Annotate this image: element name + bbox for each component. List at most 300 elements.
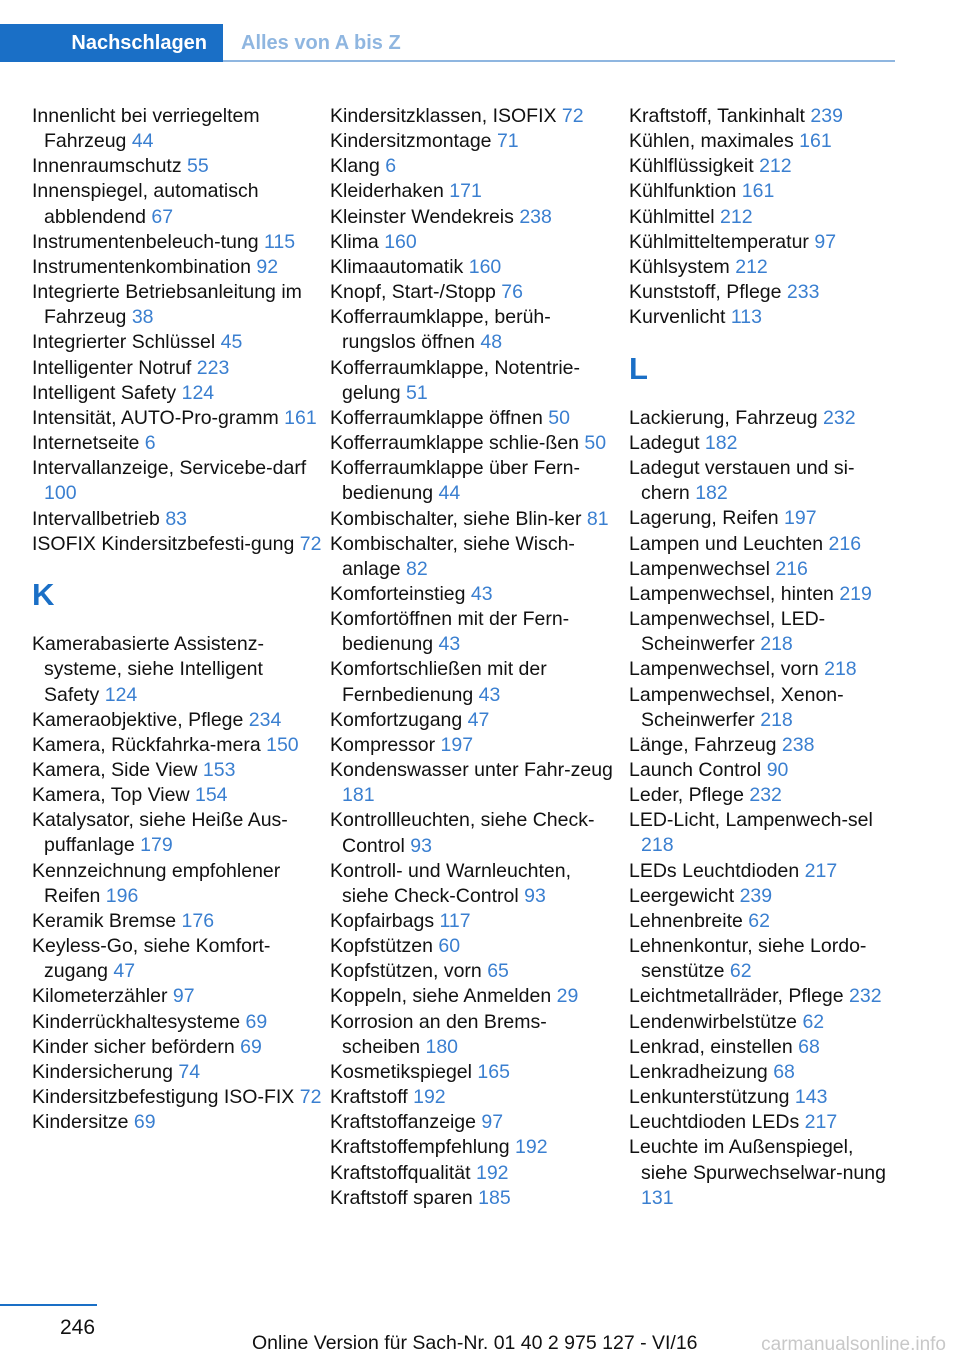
entry-term: Lampenwechsel (629, 557, 770, 580)
page-link[interactable]: 212 (735, 255, 768, 278)
page-link[interactable]: 69 (245, 1010, 268, 1033)
section-letter: K (32, 576, 55, 612)
entry-term: Keramik Bremse (32, 909, 177, 932)
index-entry (330, 532, 620, 582)
entry-term: Launch Control (629, 759, 762, 782)
page-link[interactable]: 154 (194, 784, 228, 807)
entry-term: Lehnenkontur, siehe Lordo-senstütze (629, 935, 867, 983)
page-link[interactable]: 50 (584, 432, 607, 455)
index-entry (330, 1161, 620, 1186)
page-link[interactable]: 218 (760, 708, 793, 731)
page-link[interactable]: 182 (695, 482, 728, 505)
entry-term: Kindersitzmontage (330, 130, 492, 153)
entry-term: Kühlen, maximales (629, 130, 794, 153)
index-entry (32, 431, 322, 456)
index-entry (330, 808, 620, 858)
index-entry (330, 406, 620, 431)
entry-term: Kamera, Side View (32, 759, 198, 782)
index-entry (32, 632, 322, 707)
page-link[interactable]: 115 (264, 230, 296, 253)
index-entry (629, 884, 891, 909)
page-number: 246 (60, 1316, 96, 1339)
index-entry (629, 280, 891, 305)
index-entry (32, 984, 322, 1009)
page-link[interactable]: 93 (410, 834, 432, 857)
page-link[interactable]: 60 (438, 935, 461, 958)
index-entry (629, 582, 891, 607)
index-entry (330, 507, 620, 532)
entry-term: Kleinster Wendekreis (330, 205, 514, 228)
page-link[interactable]: 124 (181, 381, 215, 404)
index-entry (629, 230, 891, 255)
entry-term: Intervallanzeige, Servicebe-darf (32, 457, 307, 480)
entry-term: Lenkunterstützung (629, 1086, 790, 1109)
index-entry (32, 280, 322, 330)
entry-term: Instrumentenbeleuch-tung (32, 230, 259, 253)
index-entry (629, 532, 891, 557)
index-entry (629, 783, 891, 808)
index-entry (629, 1035, 891, 1060)
entry-term: Ladegut (629, 431, 700, 454)
page-link[interactable]: 81 (586, 507, 609, 530)
index-entry (32, 758, 322, 783)
index-entry (629, 255, 891, 280)
entry-term: Kraftstoffanzeige (330, 1111, 476, 1134)
page-link[interactable]: 62 (748, 909, 770, 932)
entry-term: Kombischalter, siehe Wisch-anlage (330, 532, 575, 580)
page-link[interactable]: 192 (515, 1136, 548, 1159)
index-entry (629, 1085, 891, 1110)
index-column-2 (330, 104, 620, 1211)
entry-term: Kühlmittel (629, 205, 715, 228)
page-link[interactable]: 233 (786, 281, 820, 304)
index-column-1 (32, 104, 322, 1135)
page-link[interactable]: 67 (151, 205, 174, 228)
index-entry (330, 859, 620, 909)
page-link[interactable]: 216 (828, 532, 862, 555)
index-entry (330, 984, 620, 1009)
entry-term: Komfortzugang (330, 708, 463, 731)
entry-term: Kofferraumklappe, Notentrie-gelung (330, 356, 581, 404)
index-entry (629, 305, 891, 330)
index-entry (629, 205, 891, 230)
page-link[interactable]: 51 (405, 381, 428, 404)
entry-term: Kontroll- und Warnleuchten, siehe Check-Control (330, 859, 571, 907)
index-entry (629, 406, 891, 431)
page-link[interactable]: 219 (839, 582, 872, 605)
page-link[interactable]: 92 (256, 255, 279, 278)
index-entry (629, 1010, 891, 1035)
index-entry (330, 205, 620, 230)
entry-term: Lampenwechsel, LED-Scheinwerfer (629, 608, 826, 656)
page-link[interactable]: 232 (823, 406, 856, 429)
entry-term: Intensität, AUTO-Pro-gramm (32, 406, 279, 429)
entry-term: Korrosion an den Brems-scheiben (330, 1010, 547, 1058)
page-link[interactable]: 218 (824, 658, 857, 681)
entry-term: ISOFIX Kindersitzbefesti-gung (32, 532, 295, 555)
entry-term: Kompressor (330, 733, 436, 756)
entry-term: Komforteinstieg (330, 582, 466, 605)
index-entry (32, 1035, 322, 1060)
index-entry (330, 657, 620, 707)
page-link[interactable]: 62 (802, 1010, 825, 1033)
entry-term: Leichtmetallräder, Pflege (629, 985, 844, 1008)
page-link[interactable]: 38 (131, 306, 154, 329)
page-link[interactable]: 153 (202, 759, 236, 782)
page-link[interactable]: 97 (172, 985, 195, 1008)
index-entry (330, 1060, 620, 1085)
page-link[interactable]: 143 (794, 1086, 828, 1109)
page-link[interactable]: 197 (440, 733, 474, 756)
page-link[interactable]: 93 (524, 884, 546, 907)
entry-term: Innenspiegel, automatisch abblendend (32, 180, 259, 228)
index-entry (330, 1010, 620, 1060)
index-entry (330, 1085, 620, 1110)
page-link[interactable]: 72 (299, 532, 322, 555)
index-entry (629, 506, 891, 531)
index-entry (629, 456, 891, 506)
index-entry (629, 808, 891, 858)
page-link[interactable]: 239 (739, 884, 773, 907)
page-link[interactable]: 48 (480, 331, 503, 354)
index-entry (629, 657, 891, 682)
page-link[interactable]: 97 (814, 230, 837, 253)
entry-term: Kinderrückhaltesysteme (32, 1010, 241, 1033)
index-entry (330, 230, 620, 255)
entry-term: Kleiderhaken (330, 180, 444, 203)
page-link[interactable]: 232 (749, 784, 782, 807)
entry-term: Kilometerzähler (32, 985, 168, 1008)
page-link[interactable]: 197 (784, 507, 817, 530)
page-link[interactable]: 161 (284, 406, 317, 429)
entry-term: Länge, Fahrzeug (629, 733, 777, 756)
index-entry (629, 758, 891, 783)
page-link[interactable]: 44 (438, 482, 461, 505)
entry-term: Koppeln, siehe Anmelden (330, 985, 552, 1008)
entry-term: Kopfstützen, vorn (330, 960, 482, 983)
entry-term: Leder, Pflege (629, 784, 744, 807)
page-link[interactable]: 117 (439, 910, 471, 932)
index-entry (330, 1110, 620, 1135)
page-link[interactable]: 43 (470, 582, 493, 605)
index-entry (330, 179, 620, 204)
entry-term: Lampenwechsel, Xenon-Scheinwerfer (629, 683, 844, 731)
entry-term: Lenkrad, einstellen (629, 1035, 793, 1058)
entry-term: Knopf, Start-/Stopp (330, 281, 496, 304)
index-entry (330, 1186, 620, 1211)
entry-term: Lampen und Leuchten (629, 532, 824, 555)
page-link[interactable]: 217 (804, 859, 838, 882)
index-entry (330, 255, 620, 280)
page-link[interactable]: 218 (760, 633, 793, 656)
watermark: carmanualsonline.info (761, 1334, 946, 1355)
index-entry (629, 431, 891, 456)
page-link[interactable]: 238 (519, 205, 552, 228)
page-link[interactable]: 181 (342, 784, 375, 807)
index-entry (32, 783, 322, 808)
tab-nachschlagen[interactable]: Nachschlagen (0, 24, 223, 62)
page-link[interactable]: 212 (720, 205, 753, 228)
page-link[interactable]: 43 (478, 683, 501, 706)
index-entry (629, 607, 891, 657)
index-entry (330, 431, 620, 456)
page-link[interactable]: 176 (181, 909, 215, 932)
index-entry (32, 456, 322, 506)
entry-term: Kindersitze (32, 1111, 129, 1134)
entry-term: Komfortöffnen mit der Fern-bedienung (330, 608, 570, 656)
entry-term: Kühlflüssigkeit (629, 155, 754, 178)
index-entry (330, 959, 620, 984)
entry-term: Klimaautomatik (330, 255, 464, 278)
entry-term: Komfortschließen mit der Fernbedienung (330, 658, 547, 706)
page-link[interactable]: 83 (165, 507, 188, 530)
page-link[interactable]: 179 (140, 834, 173, 857)
page-link[interactable]: 65 (487, 960, 509, 983)
page-link[interactable]: 150 (266, 733, 299, 756)
page-link[interactable]: 76 (501, 281, 523, 304)
page-link[interactable]: 90 (766, 759, 789, 782)
page-link[interactable]: 97 (481, 1111, 504, 1134)
index-entry (629, 1060, 891, 1085)
entry-term: Lagerung, Reifen (629, 507, 779, 530)
page-link[interactable]: 47 (113, 960, 136, 983)
page-link[interactable]: 82 (405, 557, 428, 580)
index-entry (629, 934, 891, 984)
index-entry (32, 1060, 322, 1085)
index-column-3 (629, 104, 891, 1211)
index-entry (629, 154, 891, 179)
entry-term: Kraftstoffempfehlung (330, 1136, 510, 1159)
entry-term: Integrierter Schlüssel (32, 331, 216, 354)
page-link[interactable]: 50 (548, 406, 570, 429)
entry-term: Lampenwechsel, vorn (629, 658, 819, 681)
index-entry (32, 507, 322, 532)
page-link[interactable]: 232 (849, 985, 882, 1008)
index-entry (330, 1135, 620, 1160)
entry-term: Integrierte Betriebsanleitung im Fahrzeug (32, 281, 302, 329)
page-link[interactable]: 160 (384, 230, 417, 253)
page-link[interactable]: 6 (144, 432, 156, 455)
entry-term: Kopfstützen (330, 935, 433, 958)
index-entry (629, 859, 891, 884)
entry-term: Lendenwirbelstütze (629, 1010, 798, 1033)
page-link[interactable]: 71 (496, 130, 519, 153)
page-link[interactable]: 72 (561, 105, 584, 127)
page-link[interactable]: 165 (477, 1060, 510, 1083)
page-link[interactable]: 47 (467, 708, 490, 731)
entry-term: Kamera, Top View (32, 784, 190, 807)
index-entry (330, 129, 620, 154)
index-entry (629, 179, 891, 204)
entry-term: Leergewicht (629, 884, 735, 907)
footer-rule (0, 1304, 97, 1306)
entry-term: Kraftstoffqualität (330, 1161, 471, 1184)
entry-term: Kindersitzbefestigung ISO-FIX (32, 1086, 295, 1109)
page-link[interactable]: 161 (741, 180, 775, 203)
entry-term: Kofferraumklappe schlie-ßen (330, 432, 579, 455)
entry-term: Kinder sicher befördern (32, 1035, 235, 1058)
entry-term: Innenraumschutz (32, 155, 182, 178)
page-link[interactable]: 196 (105, 884, 139, 907)
entry-term: Leuchte im Außenspiegel, siehe Spurwechselwar-nung (629, 1136, 886, 1184)
index-entry (629, 129, 891, 154)
index-entry (32, 532, 322, 557)
page-link[interactable]: 68 (773, 1060, 795, 1083)
entry-term: Kameraobjektive, Pflege (32, 708, 244, 731)
entry-term: Kamerabasierte Assistenz-systeme, siehe Intelligent Safety (32, 633, 264, 706)
tab-alles-von-a-bis-z[interactable]: Alles von A bis Z (241, 32, 401, 54)
index-entry (330, 356, 620, 406)
entry-term: Kopfairbags (330, 910, 435, 932)
entry-term: Kindersitzklassen, ISOFIX (330, 105, 557, 127)
index-entry (629, 683, 891, 733)
index-entry (32, 104, 322, 154)
index-entry (32, 1110, 322, 1135)
page-link[interactable]: 216 (775, 557, 808, 580)
index-entry (32, 733, 322, 758)
page-link[interactable]: 239 (810, 105, 843, 127)
entry-term: Lackierung, Fahrzeug (629, 406, 818, 429)
index-entry (629, 104, 891, 129)
page-link[interactable]: 69 (133, 1111, 156, 1134)
page-link[interactable]: 72 (299, 1086, 322, 1109)
page-link[interactable]: 238 (781, 733, 815, 756)
entry-term: LED-Licht, Lampenwech-sel (629, 809, 873, 832)
entry-term: Kindersicherung (32, 1060, 173, 1083)
index-entry (32, 859, 322, 909)
page-link[interactable]: 44 (131, 130, 154, 153)
index-entry (629, 1110, 891, 1135)
entry-term: Katalysator, siehe Heiße Aus-puffanlage (32, 809, 288, 857)
page-link[interactable]: 29 (556, 985, 579, 1008)
header-tabbar (0, 24, 895, 62)
page-link[interactable]: 69 (240, 1035, 262, 1058)
entry-term: Kondenswasser unter Fahr-zeug (330, 759, 613, 782)
page-link[interactable]: 234 (248, 708, 282, 731)
page-link[interactable]: 218 (641, 834, 674, 857)
entry-term: Kofferraumklappe über Fern-bedienung (330, 457, 581, 505)
page-link[interactable]: 45 (220, 331, 243, 354)
page-link[interactable]: 6 (385, 155, 397, 178)
page-link[interactable]: 62 (729, 960, 752, 983)
page-link[interactable]: 55 (187, 155, 209, 178)
page-link[interactable]: 43 (438, 633, 461, 656)
entry-term: Kraftstoff (330, 1086, 408, 1109)
index-entry (32, 708, 322, 733)
page-link[interactable]: 74 (178, 1060, 201, 1083)
entry-term: Kühlmitteltemperatur (629, 230, 809, 253)
entry-term: Kombischalter, siehe Blin-ker (330, 507, 582, 530)
index-entry (32, 934, 322, 984)
entry-term: Lenkradheizung (629, 1060, 768, 1083)
index-entry (629, 557, 891, 582)
entry-term: Klima (330, 230, 379, 253)
entry-term: Innenlicht bei verriegeltem Fahrzeug (32, 105, 260, 153)
index-entry (330, 934, 620, 959)
entry-term: Intervallbetrieb (32, 507, 160, 530)
index-entry (32, 330, 322, 355)
index-entry (32, 154, 322, 179)
index-entry (330, 582, 620, 607)
entry-term: Kosmetikspiegel (330, 1060, 472, 1083)
index-entry (330, 607, 620, 657)
page-link[interactable]: 192 (475, 1161, 509, 1184)
entry-term: Intelligent Safety (32, 381, 177, 404)
page-link[interactable]: 182 (704, 431, 738, 454)
page-link[interactable]: 180 (425, 1035, 459, 1058)
entry-term: Kamera, Rückfahrka-mera (32, 733, 261, 756)
page-link[interactable]: 171 (449, 180, 482, 203)
entry-term: Kennzeichnung empfohlener Reifen (32, 859, 281, 907)
entry-term: Klang (330, 155, 380, 178)
entry-term: Keyless-Go, siehe Komfort-zugang (32, 935, 271, 983)
entry-term: LEDs Leuchtdioden (629, 859, 800, 882)
online-version-note: Online Version für Sach-Nr. 01 40 2 975 127 - VI/16 (252, 1332, 698, 1354)
page-link[interactable]: 212 (759, 155, 792, 178)
page-link[interactable]: 161 (799, 130, 832, 153)
index-entry (330, 456, 620, 506)
entry-term: Leuchtdioden LEDs (629, 1111, 800, 1134)
entry-term: Lampenwechsel, hinten (629, 582, 834, 605)
entry-term: Kraftstoff sparen (330, 1186, 473, 1209)
page-link[interactable]: 185 (478, 1186, 511, 1209)
page-link[interactable]: 160 (468, 255, 502, 278)
page-link[interactable]: 100 (44, 482, 77, 505)
entry-term: Kontrollleuchten, siehe Check-Control (330, 809, 595, 857)
entry-term: Kofferraumklappe, berüh-rungslos öffnen (330, 306, 551, 354)
section-letter: L (629, 350, 648, 386)
page-link[interactable]: 217 (804, 1111, 838, 1134)
index-entry (330, 104, 620, 129)
entry-term: Instrumentenkombination (32, 255, 251, 278)
page-link[interactable]: 192 (413, 1086, 446, 1109)
index-entry (32, 909, 322, 934)
page-link[interactable]: 131 (641, 1186, 674, 1209)
index-entry (330, 909, 620, 934)
index-entry (32, 255, 322, 280)
page-link[interactable]: 68 (798, 1035, 820, 1058)
entry-term: Intelligenter Notruf (32, 356, 192, 379)
entry-term: Kurvenlicht (629, 306, 726, 329)
index-entry (32, 230, 322, 255)
index-entry (32, 1085, 322, 1110)
index-entry (32, 406, 322, 431)
index-entry (330, 305, 620, 355)
index-entry (330, 708, 620, 733)
page-link[interactable]: 223 (196, 356, 230, 379)
header-rule (223, 60, 895, 62)
entry-term: Kunststoff, Pflege (629, 281, 782, 304)
entry-term: Kühlfunktion (629, 180, 737, 203)
index-entry (629, 733, 891, 758)
index-entry (330, 280, 620, 305)
entry-term: Lehnenbreite (629, 909, 743, 932)
index-entry (629, 984, 891, 1009)
index-entry (32, 179, 322, 229)
entry-term: Kofferraumklappe öffnen (330, 406, 543, 429)
index-entry (330, 758, 620, 808)
index-entry (32, 808, 322, 858)
page-link[interactable]: 113 (730, 306, 762, 329)
index-entry (32, 356, 322, 381)
entry-term: Kühlsystem (629, 255, 730, 278)
entry-term: Internetseite (32, 432, 140, 455)
index-entry (629, 909, 891, 934)
entry-term: Kraftstoff, Tankinhalt (629, 105, 805, 127)
index-entry (32, 381, 322, 406)
index-entry (330, 733, 620, 758)
page-link[interactable]: 124 (104, 683, 138, 706)
